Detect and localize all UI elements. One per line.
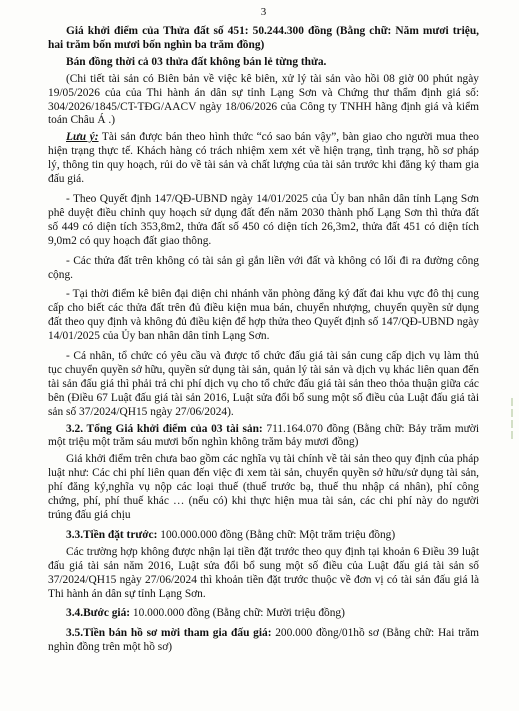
starting-price-lot-451: Giá khởi điểm của Thửa đất số 451: 50.244.300 đồng (Bằng chữ: Năm mươi triệu, hai trăm bốn mươi bốn nghìn ba trăm đồng) — [48, 25, 479, 51]
planning-decision-paragraph: - Theo Quyết định 147/QĐ-UBND ngày 14/01/2025 của Ủy ban nhân dân tỉnh Lạng Sơn phê duyệt điều chỉnh quy hoạch sử dụng đất đến năm 2030 thành phố Lạng Sơn thì thửa đất số 449 có diện tích 353,8m2, thửa đất số 450 có diện tích 26,3m2, thửa đất 451 có diện tích 9,0m2 có quy hoạch đất giao thông. — [48, 192, 479, 247]
no-attached-assets-paragraph: - Các thửa đất trên không có tài sản gì gắn liền với đất và không có lối đi ra đường công cộng. — [48, 254, 479, 281]
note-label: Lưu ý: — [66, 131, 99, 144]
section-3-3 — [48, 529, 479, 543]
registration-office-paragraph: - Tại thời điểm kê biên đại diện chi nhánh văn phòng đăng ký đất đai khu vực đô thị cung cấp cho biết các thửa đất trên đủ điều kiện mua bán, chuyển nhượng, chuyển quyền sử dụng đất theo quy định và không đủ điều kiện để hợp thửa theo Quyết định số 147/QĐ-UBND ngày 14/01/2025 của Ủy ban nhân dân tỉnh Lạng Sơn. — [48, 288, 479, 343]
section-3-4-text: 10.000.000 đồng (Bằng chữ: Mười triệu đồng) — [130, 607, 345, 620]
service-fee-paragraph: - Cá nhân, tổ chức có yêu cầu và được tổ chức đấu giá tài sản cung cấp dịch vụ làm thủ tục chuyển quyền sở hữu, quyền sử dụng tài sản, quản lý tài sản và dịch vụ khác liên quan đến tài sản đấu giá thì phải trả chi phí dịch vụ cho tổ chức đấu giá tài sản theo thỏa thuận giữa các bên (Điều 67 Luật đấu giá tài sản 2016, Luật sửa đổi bổ sung một số điều của Luật đấu giá tài sản số 37/2024/QH15 ngày 27/06/2024). — [48, 350, 479, 418]
section-3-4-label: 3.4.Bước giá: — [66, 607, 131, 620]
note-paragraph — [48, 131, 479, 187]
section-3-2-label: 3.2. Tổng Giá khởi điểm của 03 tài sản: — [66, 422, 263, 435]
section-3-5 — [48, 627, 479, 655]
section-3-5-text: 200.000 đồng/01hồ sơ (Bằng chữ: Hai trăm nghìn đồng trên một hồ sơ) — [48, 627, 479, 654]
sale-condition: Bán đồng thời cả 03 thửa đất không bán lẻ từng thửa. — [66, 55, 327, 68]
margin-stamp-mark — [508, 395, 516, 455]
section-3-5-label: 3.5.Tiền bán hồ sơ mời tham gia đấu giá: — [66, 627, 272, 640]
financial-obligations-paragraph: Giá khởi điểm trên chưa bao gồm các nghĩa vụ tài chính về tài sản theo quy định của pháp luật như: Các chi phí liên quan đến việc đi xem tài sản, chuyển quyền sở hữu/sử dụng tài sản, phí đăng ký,nghĩa vụ nộp các loại thuế (thuế trước bạ, thuế thu nhập cá nhân), phí công chứng, phí, phí thuế khác … (nếu có) khi thực hiện mua tài sản, các chi phí này do người trúng đấu giá chịu — [48, 453, 479, 521]
deposit-forfeit-paragraph: Các trường hợp không được nhận lại tiền đặt trước theo quy định tại khoản 6 Điều 39 luật đấu giá tài sản năm 2016, Luật sửa đổi bổ sung một số điều của Luật đấu giá tài sản số 37/2024/QH15 ngày 27/06/2024 thì khoản tiền đặt trước thuộc về đơn vị có tài sản đấu giá là Thi hành án dân sự tỉnh Lạng Sơn. — [48, 545, 479, 600]
section-3-4 — [48, 607, 479, 621]
asset-details-note: (Chi tiết tài sản có Biên bản về việc kê biên, xử lý tài sản vào hồi 08 giờ 00 phút ngày 19/05/2026 của của Thi hành án dân sự tỉnh Lạng Sơn và Chứng thư thẩm định giá số: 304/2026/1845/CT-TĐG/AACV ngày 18/06/2026 của Công ty TNHH hãng định giá và kiểm toán Châu Á .) — [48, 72, 479, 127]
section-3-2-text: 711.164.070 đồng (Bằng chữ: Bảy trăm mười một triệu một trăm sáu mươi bốn nghìn không trăm bảy mươi đồng) — [48, 422, 479, 449]
page-number: 3 — [260, 6, 267, 18]
section-3-3-text: 100.000.000 đồng (Bằng chữ: Một trăm triệu đồng) — [157, 528, 396, 541]
note-text: Tài sản được bán theo hình thức “có sao bán vậy”, bàn giao cho người mua theo hiện trạng thực tế. Khách hàng có trách nhiệm xem xét về hiện trạng, tình trạng, hồ sơ pháp lý, thông tin quy hoạch, rủi do về tài sản và chất lượng của tài sản trước khi đăng ký tham gia đấu giá. — [48, 131, 479, 186]
section-3-2 — [48, 423, 479, 451]
section-3-3-label: 3.3.Tiền đặt trước: — [66, 528, 158, 541]
